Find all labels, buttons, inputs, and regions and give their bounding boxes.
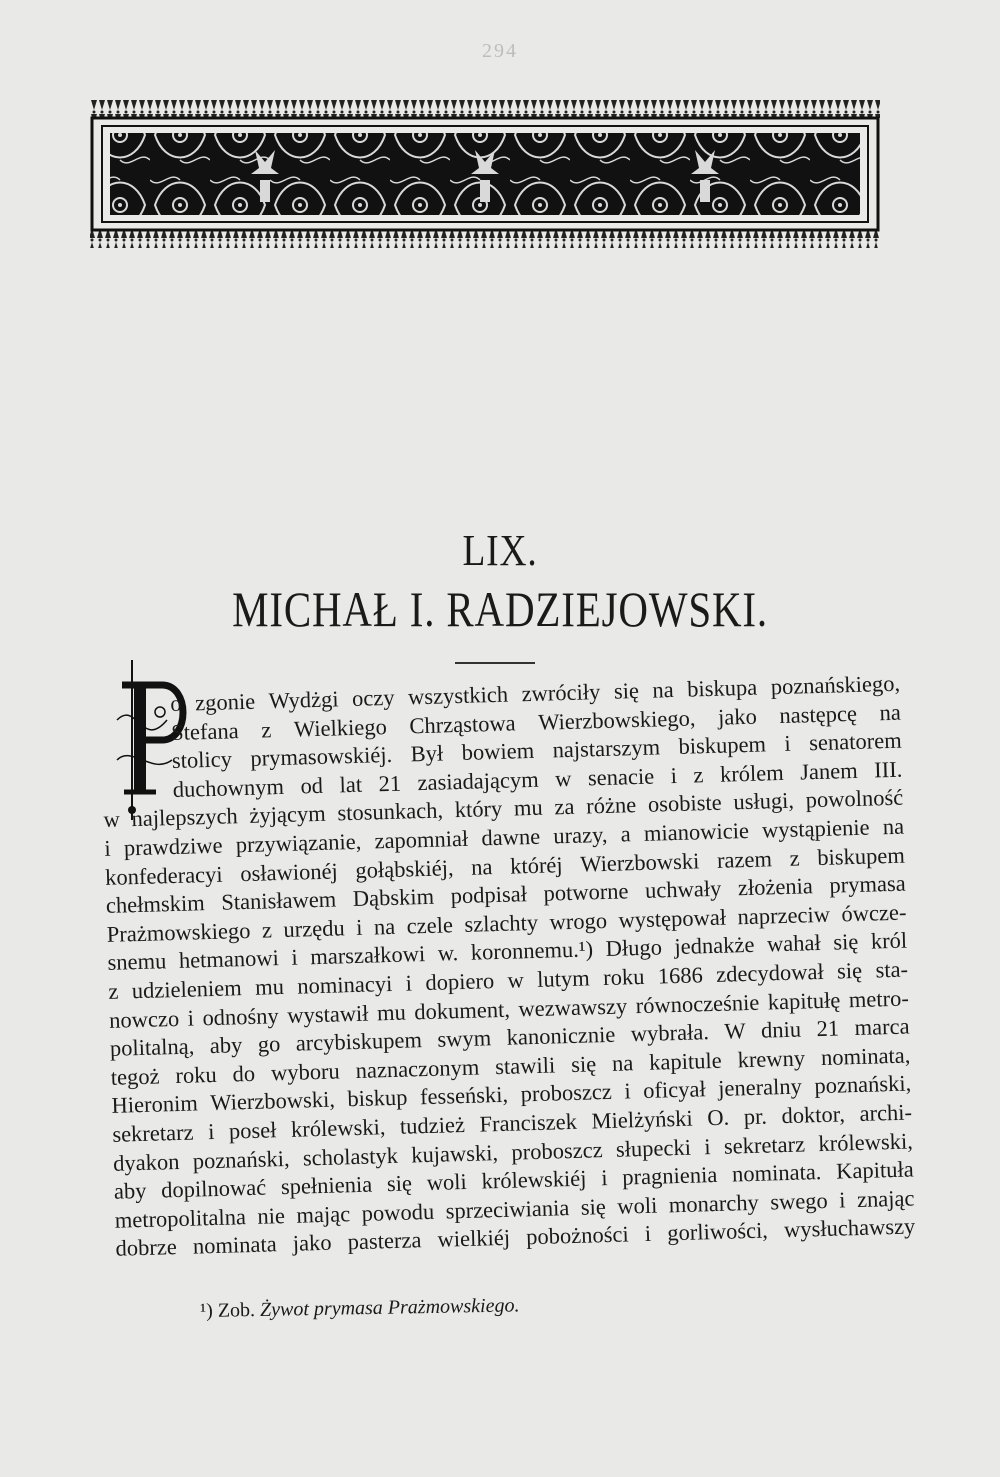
chapter-number: LIX. xyxy=(462,526,538,575)
text-line: duchownym od lat 21 zasiadającym w senacie i z królem Janem III. xyxy=(172,756,903,802)
text-line: Stefana z Wielkiego Chrząstowa Wierzbowskiego, jako następcę na xyxy=(170,699,902,745)
footnote-mark: ¹) Zob. xyxy=(200,1299,256,1322)
svg-text:P: P xyxy=(140,760,141,761)
text-line: nowczo i odnośny wystawił mu dokument, wezwawszy równocześnie kapitułę metro- xyxy=(108,985,910,1033)
text-line: politalną, aby go arcybiskupem swym kanonicznie wybrała. W dniu 21 marca xyxy=(109,1013,910,1061)
text-line: i prawdziwe przywiązanie, zapomniał dawne urazy, a mianowicie wystąpienie na xyxy=(104,813,905,861)
text-line: metropolitalna nie mając powodu sprzeciwiania się woli monarchy swego i znając xyxy=(114,1185,915,1233)
text-line: Prażmowskiego z urzędu i na czele szlachty wrogo występował naprzeciw ówcze- xyxy=(106,899,907,947)
text-line: snemu hetmanowi i marszałkowi w. koronnemu.¹) Długo jednakże wahał się król xyxy=(107,927,908,976)
text-line: Hieronim Wierzbowski, biskup fesseński, proboszcz i oficyał jeneralny poznański, xyxy=(111,1070,912,1119)
chapter-title: MICHAŁ I. RADZIEJOWSKI. xyxy=(232,581,768,637)
text-line: o zgonie Wydżgi oczy wszystkich zwróciły się na biskupa poznańskiego, xyxy=(170,670,901,717)
text-line: konfederacyi osławionéj gołąbskiéj, na któréj Wierzbowski razem z biskupem xyxy=(104,842,906,890)
text-line: z udzieleniem mu nominacyi i dopiero w lutym roku 1686 zdecydował się sta- xyxy=(108,956,909,1004)
footnote xyxy=(200,1294,520,1323)
text-line: stolicy prymasowskiéj. Był bowiem najstarszym biskupem i senatorem xyxy=(171,727,902,774)
text-line: tegoż roku do wyboru naznaczonym stawili się na kapitule krewny nominata, xyxy=(110,1042,911,1090)
text-line: chełmskim Stanisławem Dąbskim podpisał potworne uchwały złożenia prymasa xyxy=(105,870,907,919)
text-line: sekretarz i poseł królewski, tudzież Franciszek Mielżyński O. pr. doktor, archi- xyxy=(112,1099,913,1147)
footnote-reference: Żywot prymasa Prażmowskiego. xyxy=(259,1294,520,1321)
decorative-header-band xyxy=(90,100,880,248)
title-rule xyxy=(455,662,535,664)
text-line: dyakon poznański, scholastyk kujawski, proboszcz słupecki i sekretarz królewski, xyxy=(112,1127,914,1176)
text-line: w najlepszych żyjącym stosunkach, który mu za różne osobiste usługi, powolność xyxy=(103,784,904,833)
page-number: 294 xyxy=(482,40,518,62)
body-text xyxy=(100,670,916,1264)
text-line: dobrze nominata jako pasterza wielkiéj pobożności i gorliwości, wysłuchawszy xyxy=(115,1213,916,1262)
text-line: aby dopilnować spełnienia się woli królewskiéj i pragnienia nominata. Kapituła xyxy=(113,1156,914,1204)
